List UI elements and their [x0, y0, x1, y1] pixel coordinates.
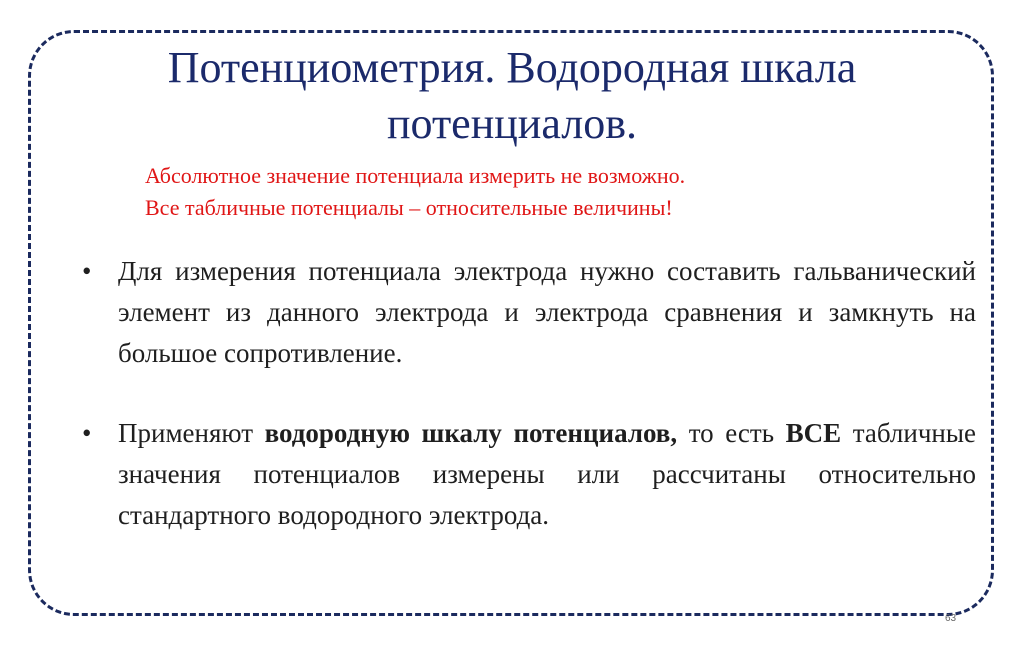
- bullet-1-text: Для измерения потенциала электрода нужно составить гальванический элемент из данного электрода и электрода сравнения и замкнуть на большое сопротивление.: [118, 256, 976, 368]
- title-line-1: Потенциометрия. Водородная шкала: [167, 43, 857, 92]
- bullet-item-2: [82, 413, 977, 536]
- bullet-marker: •: [82, 256, 92, 286]
- page-number: 63: [945, 613, 957, 624]
- bullet-2-bold-all: ВСЕ: [785, 418, 842, 448]
- bullet-2-text-part3: то есть: [677, 418, 786, 448]
- red-note: [145, 160, 685, 224]
- bullet-2-text-part5: табличные значения потенциалов измерены или рассчитаны относительно стандартного водородного электрода.: [118, 418, 977, 530]
- bullet-item-1: [82, 251, 976, 374]
- bullet-marker: •: [82, 418, 92, 448]
- bullet-2-text-part1: Применяют: [118, 418, 265, 448]
- red-note-line-2: Все табличные потенциалы – относительные величины!: [145, 195, 673, 220]
- slide-title: [60, 40, 964, 152]
- bullet-2-bold-phrase: водородную шкалу потенциалов,: [264, 418, 678, 448]
- title-line-2: потенциалов.: [386, 99, 637, 148]
- red-note-line-1: Абсолютное значение потенциала измерить не возможно.: [145, 163, 686, 188]
